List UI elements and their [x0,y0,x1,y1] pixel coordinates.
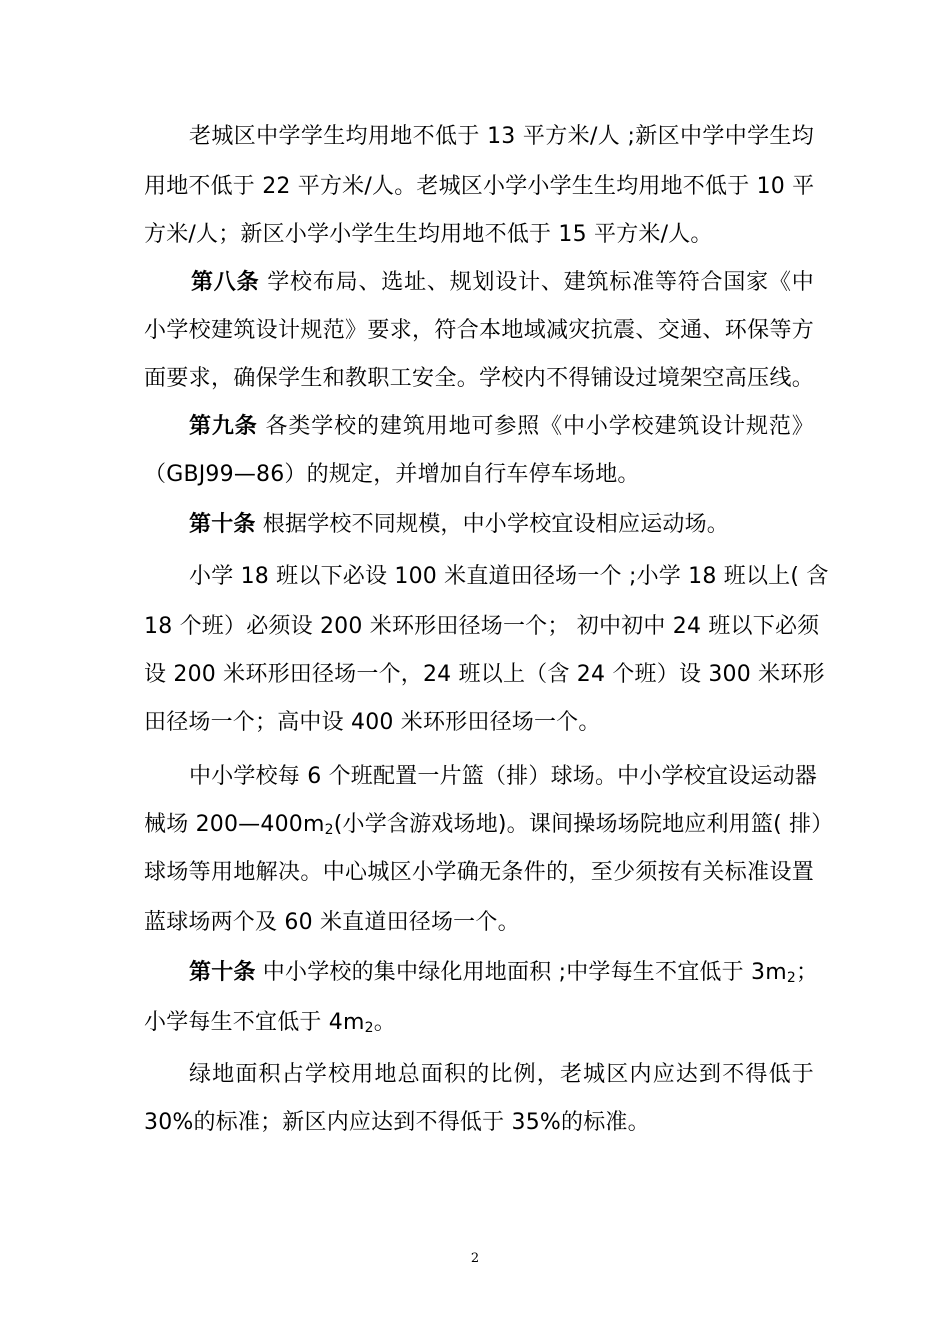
text-line [144,812,834,838]
superscript-unit: 2 [364,1020,374,1036]
text-line [189,564,829,590]
text-line [144,1010,814,1036]
line-text: 设 200 米环形田径场一个，24 班以上（含 24 个班）设 300 米环形 [144,662,825,687]
line-text: （GBJ99—86）的规定，并增加自行车停车场地。 [144,462,640,487]
line-text: 面要求，确保学生和教职工安全。学校内不得铺设过境架空高压线。 [144,366,814,391]
article-heading: 第十条 [189,512,256,537]
line-text: 。 [373,1010,396,1035]
superscript-unit: 2 [324,822,334,838]
article-8-line [191,270,814,296]
text-line [144,860,814,886]
text-line [189,1062,814,1088]
article-heading: 第十条 [189,960,256,985]
text-line [189,764,817,790]
text-line [144,462,814,488]
line-text: 18 个班）必须设 200 米环形田径场一个； 初中初中 24 班以下必须 [144,614,820,639]
line-text: 小学 18 班以下必设 100 米直道田径场一个 ;小学 18 班以上( 含 [189,564,829,589]
text-line [189,124,814,150]
line-text: 小学校建筑设计规范》要求，符合本地域减灾抗震、交通、环保等方 [144,318,814,343]
line-text: 学校布局、选址、规划设计、建筑标准等符合国家《中 [259,270,814,295]
article-10-line [189,512,814,538]
line-text: 中小学校的集中绿化用地面积 ;中学每生不宜低于 3m [255,960,787,985]
text-line [144,710,814,736]
article-green-line [189,960,819,986]
line-text: 绿地面积占学校用地总面积的比例，老城区内应达到不得低于 [189,1062,814,1087]
page-number: 2 [470,1251,480,1266]
line-text: 田径场一个；高中设 400 米环形田径场一个。 [144,710,601,735]
text-line [144,318,814,344]
line-text: 老城区中学学生均用地不低于 13 平方米/人 ;新区中学中学生均 [189,124,814,149]
superscript-unit: 2 [786,970,796,986]
line-text: 各类学校的建筑用地可参照《中小学校建筑设计规范》 [257,414,814,439]
line-text: ； [795,960,819,985]
line-text: 械场 200—400m [144,812,325,837]
line-text: 方米/人；新区小学小学生生均用地不低于 15 平方米/人。 [144,222,713,247]
text-line [144,1110,814,1136]
text-line [144,174,814,200]
article-9-line [189,414,814,440]
line-text: 中小学校每 6 个班配置一片篮（排）球场。中小学校宜设运动器 [189,764,817,789]
line-text: 根据学校不同规模，中小学校宜设相应运动场。 [255,512,730,537]
line-text: 30%的标准；新区内应达到不得低于 35%的标准。 [144,1110,650,1135]
line-text: 球场等用地解决。中心城区小学确无条件的，至少须按有关标准设置 [144,860,814,885]
line-text: (小学含游戏场地)。课间操场场院地应利用篮( 排） [333,812,834,837]
line-text: 小学每生不宜低于 4m [144,1010,365,1035]
text-line [144,222,814,248]
text-line [144,366,814,392]
text-line [144,662,825,688]
text-line [144,614,820,640]
line-text: 用地不低于 22 平方米/人。老城区小学小学生生均用地不低于 10 平 [144,174,815,199]
article-heading: 第八条 [191,270,260,295]
article-heading: 第九条 [189,414,258,439]
text-line [144,910,814,936]
line-text: 蓝球场两个及 60 米直道田径场一个。 [144,910,520,935]
